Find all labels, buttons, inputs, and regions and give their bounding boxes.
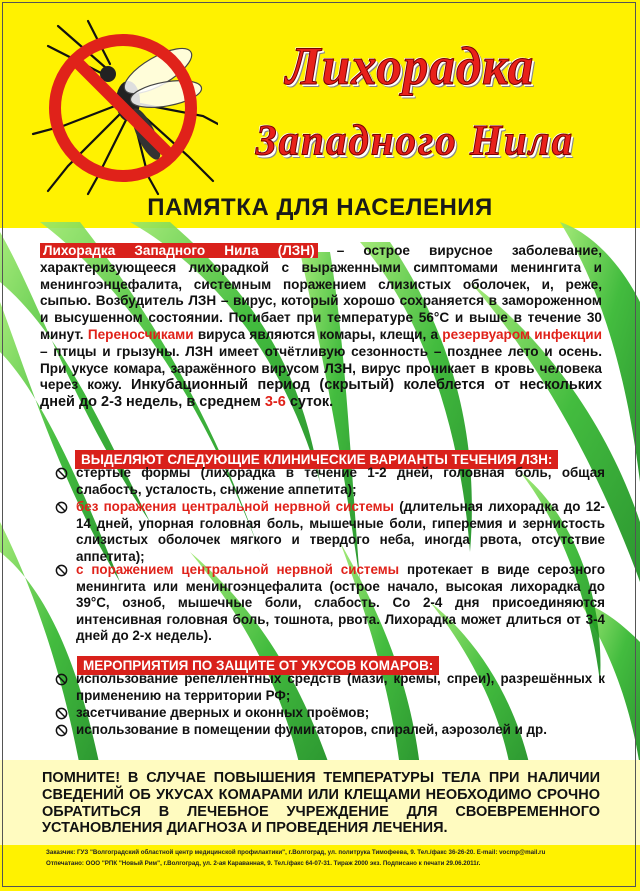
protection-heading: МЕРОПРИЯТИЯ ПО ЗАЩИТЕ ОТ УКУСОВ КОМАРОВ:	[77, 656, 439, 675]
intro-incubation: Инкубационный период (скрытый) колеблется от нескольких дней до 2-3 недель, в среднем	[40, 377, 602, 411]
protection-item-3-text: использование в помещении фумигаторов, спиралей, аэрозолей и др.	[76, 722, 547, 737]
prohibition-bullet-icon	[55, 724, 68, 737]
intro-paragraph	[40, 243, 602, 411]
variant-item-2-highlight: без поражения центральной нервной системы	[76, 499, 394, 514]
intro-lead: Лихорадка Западного Нила (ЛЗН)	[40, 243, 318, 258]
intro-part-3: – птицы и грызуны. ЛЗН имеет отчётливую сезонность – позднее лето и осень. При укусе комара, заражённого вирусом ЛЗН, вирус проникает в кровь человека через кожу.	[40, 343, 602, 393]
protection-item-2	[55, 705, 605, 722]
variant-item-2	[55, 499, 605, 565]
intro-carriers: Переносчиками	[87, 326, 194, 342]
title-line-2: Западного Нила	[255, 115, 575, 165]
prohibition-bullet-icon	[55, 467, 68, 480]
intro-reservoir: резервуаром инфекции	[442, 326, 602, 342]
variant-item-3-highlight: с поражением центральной нервной системы	[76, 562, 400, 577]
variant-item-3	[55, 562, 605, 645]
variant-item-3-text	[76, 562, 605, 645]
no-mosquito-icon	[28, 16, 218, 196]
footer-printer-line: Отпечатано: ООО "РПК "Новый Рим", г.Волгоград, ул. 2-ая Караванная, 9. Тел./факс 64-07-31. Тираж 2000 экз. Подписано к печати 29.06.2011г.	[46, 860, 481, 867]
intro-part-1: – острое вирусное заболевание, характеризующееся лихорадкой с выраженными симптомами менингита и менингоэнцефалита, системным поражением слизистых оболочек, и, реже, сыпью. Возбудитель ЛЗН – вирус, который хорошо сохраняется в замороженном и высушенном состоянии. Погибает при температуре 56°С и выше в течение 30 минут.	[40, 243, 602, 342]
protection-item-2-text: засетчивание дверных и оконных проёмов;	[76, 705, 370, 720]
prohibition-bullet-icon	[55, 501, 68, 514]
footer-customer-line: Заказчик: ГУЗ "Волгоградский областной центр медицинской профилактики", г.Волгоград, ул. политрука Тимофеева, 9. Тел./факс 36-26-20. E-mail: vocmp@mail.ru	[46, 849, 546, 856]
intro-part-2: вируса являются комары, клещи, а	[193, 326, 443, 342]
protection-item-3	[55, 722, 605, 739]
subtitle: ПАМЯТКА ДЛЯ НАСЕЛЕНИЯ	[147, 194, 493, 221]
warning-notice: ПОМНИТЕ! В СЛУЧАЕ ПОВЫШЕНИЯ ТЕМПЕРАТУРЫ ТЕЛА ПРИ НАЛИЧИИ СВЕДЕНИЙ ОБ УКУСАХ КОМАРАМИ ИЛИ КЛЕЩАМИ НЕОБХОДИМО СРОЧНО ОБРАТИТЬСЯ В ЛЕЧЕБНОЕ УЧРЕЖДЕНИЕ ДЛЯ СВОЕВРЕМЕННОГО УСТАНОВЛЕНИЯ ДИАГНОЗА И ПРОВЕДЕНИЯ ЛЕЧЕНИЯ.	[42, 770, 600, 837]
protection-item-1-text: использование репеллентных средств (мази, кремы, спреи), разрешённых к применению на территории РФ;	[76, 671, 605, 703]
variant-item-2-text	[76, 499, 605, 565]
variants-heading: ВЫДЕЛЯЮТ СЛЕДУЮЩИЕ КЛИНИЧЕСКИЕ ВАРИАНТЫ ТЕЧЕНИЯ ЛЗН:	[75, 450, 558, 469]
title-line-1: Лихорадка	[285, 37, 535, 97]
prohibition-bullet-icon	[55, 564, 68, 577]
variant-item-3-rest: протекает в виде серозного менингита или менингоэнцефалита (острое начало, высокая лихорадка до 39°С, озноб, мышечные боли, слабость. Со 2-4 дня присоединяются интенсивная головная боль, тошнота, рвота. Лихорадка может длиться от 3-4 дней до 2-х недель).	[76, 562, 605, 644]
variant-item-1	[55, 465, 605, 498]
prohibition-bullet-icon	[55, 673, 68, 686]
variant-item-1-text: стертые формы (лихорадка в течение 1-2 дней, головная боль, общая слабость, усталость, снижение аппетита);	[76, 465, 605, 497]
intro-days: 3-6	[264, 394, 286, 411]
protection-item-1	[55, 671, 605, 704]
variant-item-2-rest: (длительная лихорадка до 12-14 дней, упорная головная боль, мышечные боли, гиперемия и зернистость слизистых оболочек мягкого и твердого неба, иногда рвота, отсутствие аппетита);	[76, 499, 605, 564]
prohibition-bullet-icon	[55, 707, 68, 720]
intro-days-tail: суток.	[285, 394, 334, 411]
